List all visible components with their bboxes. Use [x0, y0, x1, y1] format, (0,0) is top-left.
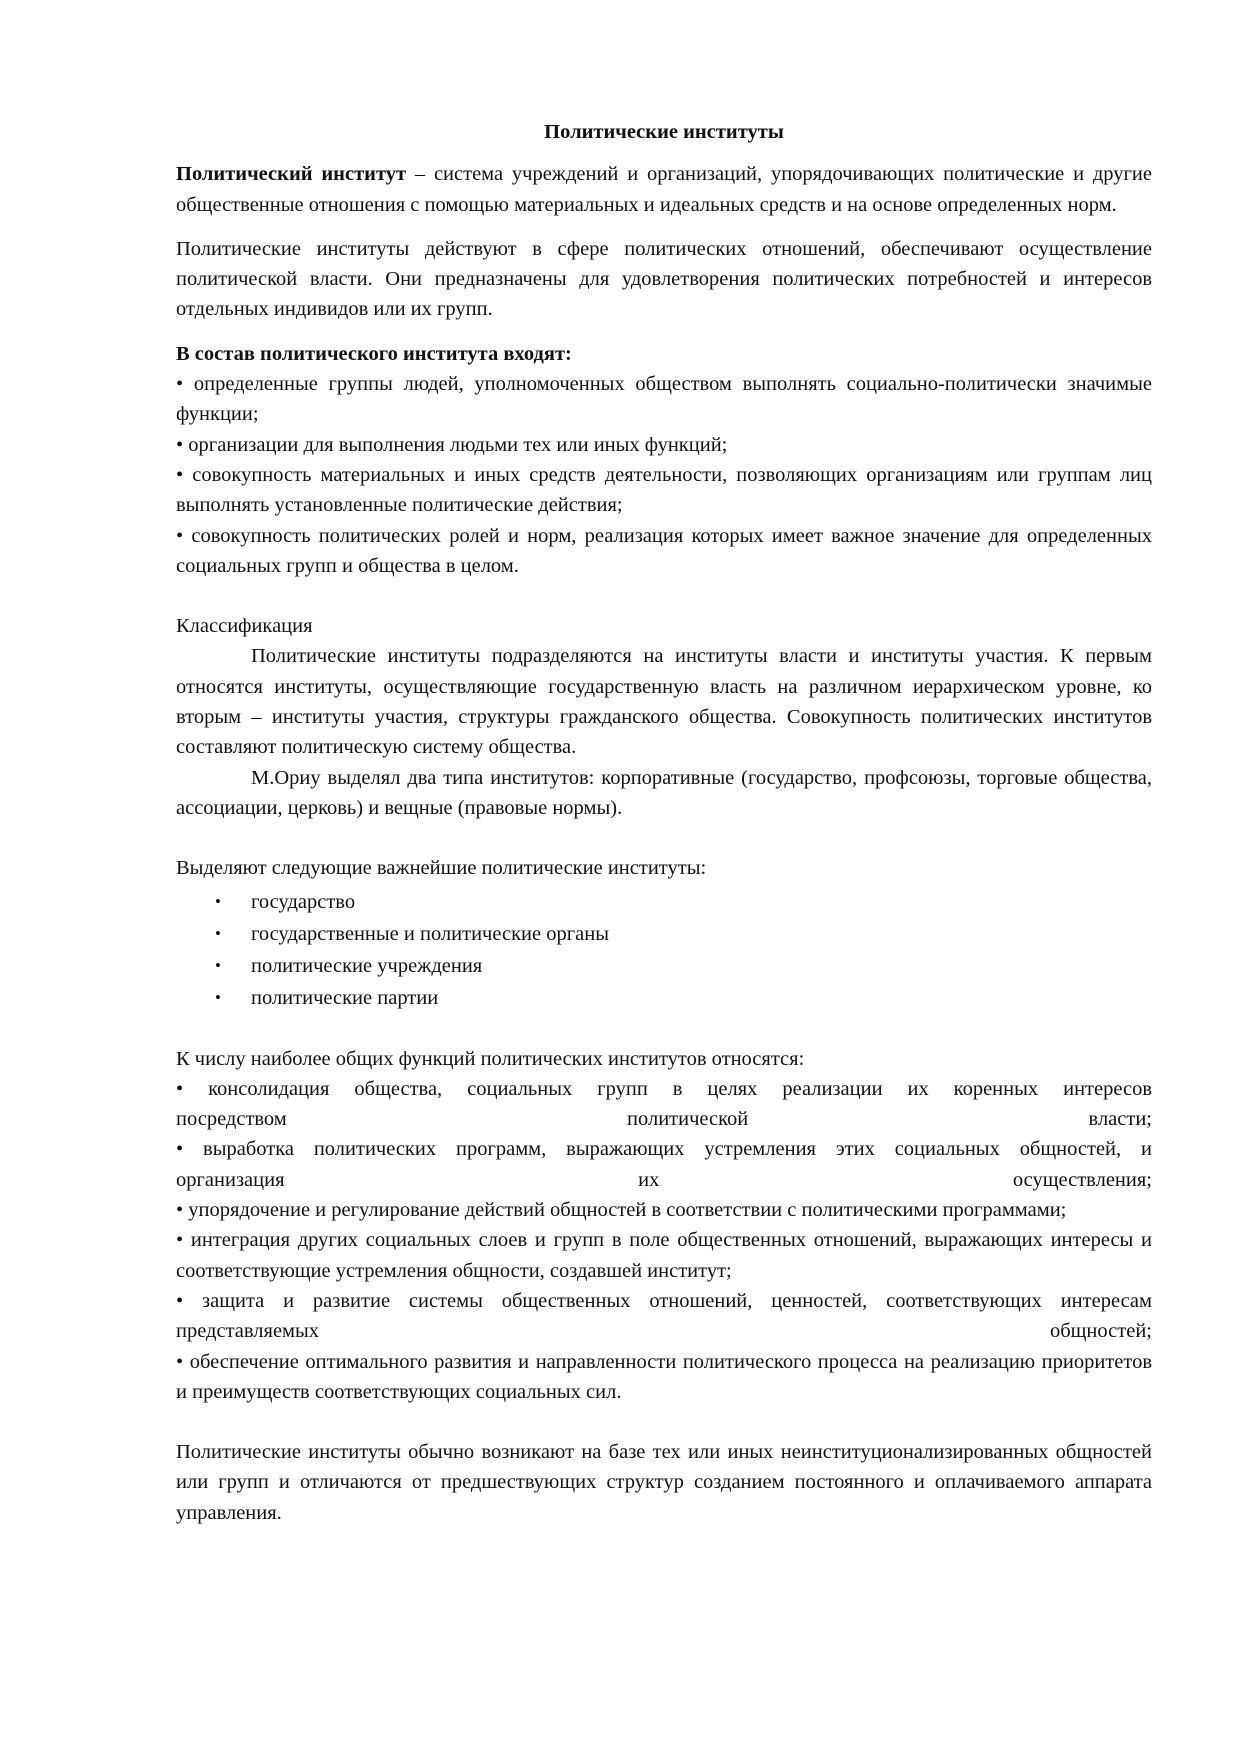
main-institutions-list [176, 886, 1152, 1014]
functions-intro: К числу наиболее общих функций политических институтов относятся: [176, 1047, 805, 1070]
composition-item: • совокупность материальных и иных средств деятельности, позволяющих организациям или группам лиц выполнять установленные политические действия; [176, 463, 1152, 517]
composition-item: • определенные группы людей, уполномоченных обществом выполнять социально-политически значимые функции; [176, 373, 1152, 426]
function-item: • защита и развитие системы общественных отношений, ценностей, соответствующих интересам [176, 1289, 1152, 1312]
function-item-continuation: посредством политической власти; [176, 1108, 1152, 1131]
page-title: Политические институты [544, 121, 784, 143]
composition-item: • организации для выполнения людьми тех или иных функций; [176, 433, 728, 456]
bullet-icon: • [215, 987, 221, 1007]
bullet-icon: • [215, 955, 221, 975]
composition-heading: В состав политического института входят: [176, 342, 572, 365]
list-item: • политические партии [176, 982, 1152, 1014]
action-paragraph: Политические институты действуют в сфере политических отношений, обеспечивают осуществление политической власти. Они предназначены для удовлетворения политических потребностей и интересов отдельных индивидов или их групп. [176, 237, 1152, 321]
composition-item: • совокупность политических ролей и норм, реализация которых имеет важное значение для определенных социальных групп и общества в целом. [176, 524, 1152, 577]
list-item: • государственные и политические органы [176, 918, 1152, 950]
conclusion-paragraph: Политические институты обычно возникают на базе тех или иных неинституционализированных общностей или групп и отличаются от предшествующих структур созданием постоянного и оплачиваемого аппарата управления. [176, 1441, 1152, 1524]
list-item: • политические учреждения [176, 950, 1152, 982]
list-item: • государство [176, 886, 1152, 918]
function-item: • выработка политических программ, выражающих устремления этих социальных общностей, и [176, 1138, 1152, 1161]
document-page [176, 112, 1152, 1528]
bullet-icon: • [215, 891, 221, 911]
function-item: • интеграция других социальных слоев и групп в поле общественных отношений, выражающих интересы и соответствующие устремления общности, создавшей институт; [176, 1229, 1152, 1282]
hauriou-paragraph: М.Ориу выделял два типа институтов: корпоративные (государство, профсоюзы, торговые общества, ассоциации, церковь) и вещные (правовые нормы). [176, 766, 1152, 819]
definition-paragraph [176, 159, 1152, 220]
function-item-continuation: организация их осуществления; [176, 1168, 1152, 1191]
classification-heading: Классификация [176, 615, 313, 638]
function-item-continuation: представляемых общностей; [176, 1320, 1152, 1343]
main-institutions-intro: Выделяют следующие важнейшие политические институты: [176, 857, 707, 880]
function-item: • упорядочение и регулирование действий общностей в соответствии с политическими программами; [176, 1199, 1067, 1222]
definition-text: – система учреждений и организаций, упорядочивающих политические и другие общественные отношения с помощью материальных и идеальных средств и на основе определенных норм. [176, 163, 1152, 216]
function-item: • обеспечение оптимального развития и направленности политического процесса на реализацию приоритетов и преимуществ соответствующих социальных сил. [176, 1350, 1152, 1403]
classification-paragraph: Политические институты подразделяются на институты власти и институты участия. К первым относятся институты, осуществляющие государственную власть на различном иерархическом уровне, ко вторым – институты участия, структуры гражданского общества. Совокупность политических институтов составляют политическую систему общества. [176, 645, 1152, 759]
function-item: • консолидация общества, социальных групп в целях реализации их коренных интересов [176, 1077, 1152, 1100]
definition-term: Политический институт [176, 163, 407, 186]
bullet-icon: • [215, 923, 221, 943]
